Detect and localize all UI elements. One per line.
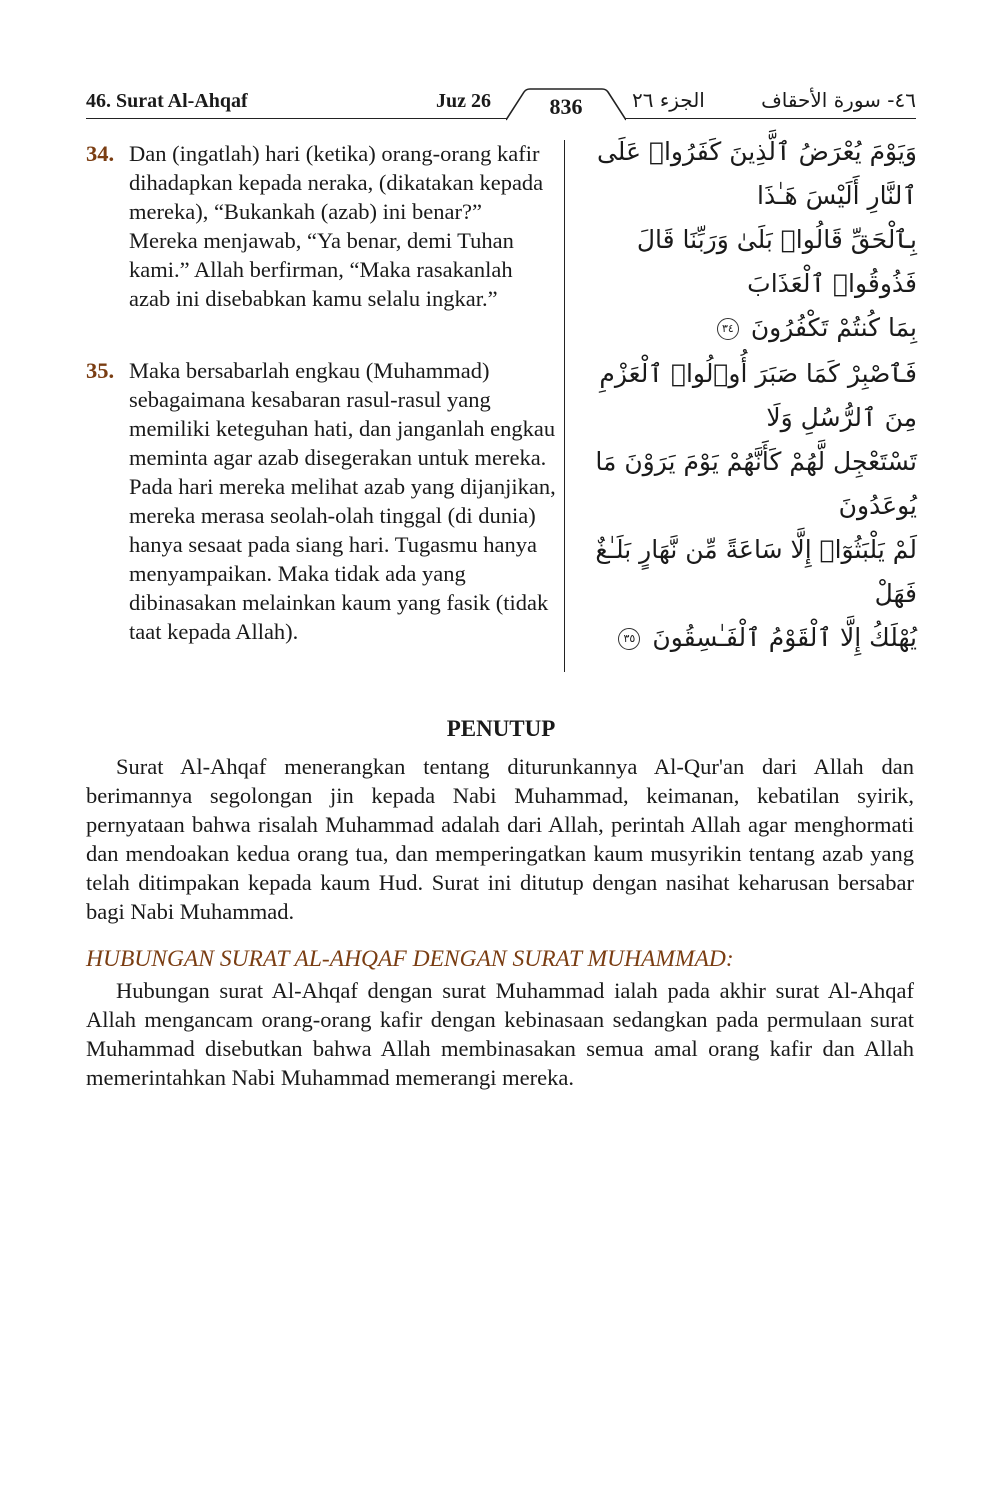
ayah-end-mark-icon: ٣٤ (717, 318, 739, 340)
arabic-line-last (585, 616, 917, 660)
arabic-line: وَيَوْمَ يُعْرَضُ ٱلَّذِينَ كَفَرُوا۟ عَلَى ٱلنَّارِ أَلَيْسَ هَـٰذَا (596, 137, 917, 210)
page-header (86, 88, 916, 124)
juz-label-arabic: الجزء ٢٦ (632, 88, 705, 112)
arabic-line: فَٱصْبِرْ كَمَا صَبَرَ أُو۟لُوا۟ ٱلْعَزْمِ مِنَ ٱلرُّسُلِ وَلَا (599, 359, 917, 432)
ayah-number: 34. (86, 141, 115, 166)
hubungan-heading: HUBUNGAN SURAT AL-AHQAF DENGAN SURAT MUHAMMAD: (86, 946, 734, 972)
ayah-35-arabic (585, 352, 917, 660)
surah-name-arabic: ٤٦- سورة الأحقاف (761, 88, 916, 112)
juz-label-latin: Juz 26 (436, 90, 491, 112)
arabic-line: بِٱلْحَقِّ قَالُوا۟ بَلَىٰ وَرَبِّنَا قَالَ فَذُوقُوا۟ ٱلْعَذَابَ (636, 225, 917, 298)
ayah-translation-text: Maka bersabarlah engkau (Muhammad) sebagaimana kesabaran rasul-rasul yang memiliki keteguhan hati, dan janganlah engkau meminta agar azab disegerakan untuk mereka. Pada hari mereka melihat azab yang dijanjikan, mereka merasa seolah-olah tinggal (di dunia) hanya sesaat pada siang hari. Tugasmu hanya menyampaikan. Maka tidak ada yang dibinasakan melainkan kaum yang fasik (tidak taat kepada Allah). (129, 358, 556, 644)
arabic-line-text: يُهْلَكُ إِلَّا ٱلْقَوْمُ ٱلْفَـٰسِقُونَ (652, 623, 917, 652)
page-number: 836 (549, 94, 583, 119)
hubungan-paragraph: Hubungan surat Al-Ahqaf dengan surat Muhammad ialah pada akhir surat Al-Ahqaf Allah mengancam orang-orang kafir dengan kebinasaan sedangkan pada permulaan surat Muhammad disebutkan bahwa Allah membinasakan semua amal orang kafir dan Allah memerintahkan Nabi Muhammad memerangi mereka. (86, 978, 914, 1090)
ayah-34-arabic (585, 130, 917, 350)
arabic-line-last (585, 306, 917, 350)
column-divider (564, 140, 565, 672)
arabic-line: لَمْ يَلْبَثُوٓا۟ إِلَّا سَاعَةً مِّن نَّهَارٍ بَلَـٰغٌ فَهَلْ (595, 535, 917, 608)
penutup-heading: PENUTUP (446, 716, 556, 741)
ayah-end-mark-icon: ٣٥ (618, 628, 640, 650)
page-number-tab (506, 88, 626, 124)
arabic-line: تَسْتَعْجِل لَّهُمْ كَأَنَّهُمْ يَوْمَ يَرَوْنَ مَا يُوعَدُونَ (595, 447, 917, 520)
ayah-translation-text: Dan (ingatlah) hari (ketika) orang-orang kafir dihadapkan kepada neraka, (dikatakan kepada mereka), “Bukankah (azab) ini benar?” Mereka menjawab, “Ya benar, demi Tuhan kami.” Allah berfirman, “Maka rasakanlah azab ini disebabkan kamu selalu ingkar.” (129, 141, 544, 311)
ayah-number: 35. (86, 358, 115, 383)
ayah-34-translation (86, 139, 556, 313)
ayah-35-translation (86, 356, 556, 646)
header-rule (86, 118, 916, 119)
penutup-paragraph: Surat Al-Ahqaf menerangkan tentang diturunkannya Al-Qur'an dari Allah dan berimannya segolongan jin kepada Nabi Muhammad, keimanan, kebatilan syirik, pernyataan bahwa risalah Muhammad adalah dari Allah, perintah Allah agar menghormati dan mendoakan kedua orang tua, dan memperingatkan kaum musyrikin tentang azab yang telah ditimpakan kepada kaum Hud. Surat ini ditutup dengan nasihat keharusan bersabar bagi Nabi Muhammad. (86, 754, 914, 924)
surah-name-latin: 46. Surat Al-Ahqaf (86, 90, 248, 112)
arabic-line-text: بِمَا كُنتُمْ تَكْفُرُونَ (750, 313, 917, 342)
